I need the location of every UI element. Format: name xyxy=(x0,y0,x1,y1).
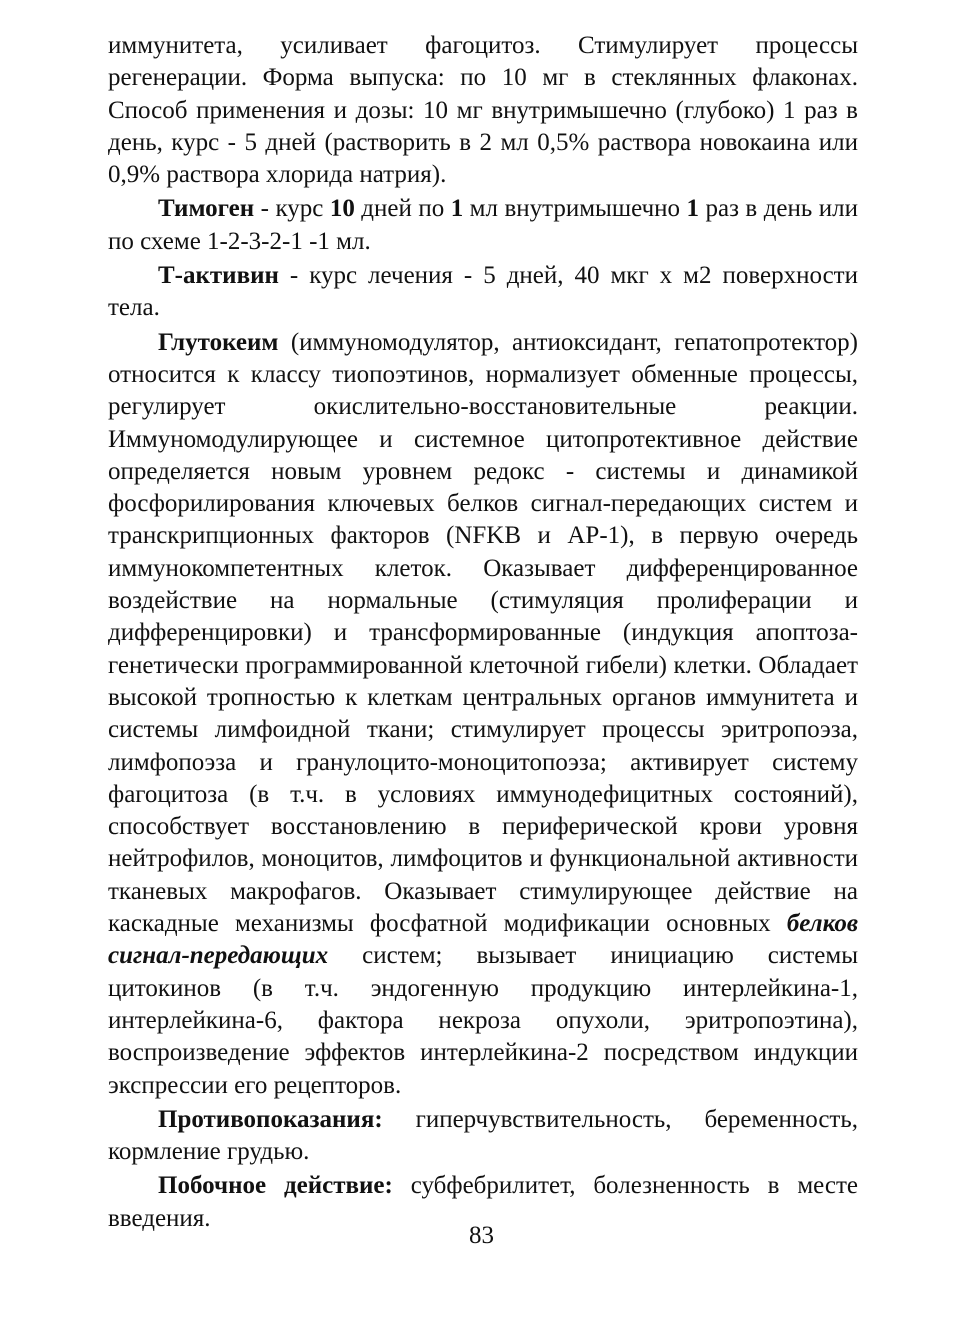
bold-number: 1 xyxy=(450,195,464,223)
paragraph-glutokeim xyxy=(108,327,858,1102)
paragraph-text: мл внутримышечно xyxy=(463,195,687,223)
emphasized-phrase: белков сигнал-передающих xyxy=(108,910,858,970)
term-contraindications: Противопоказания: xyxy=(158,1105,383,1133)
paragraph-text: - курс лечения - 5 дней, 40 мкг х м2 поверхности тела. xyxy=(108,262,858,322)
paragraph-text: - курс xyxy=(254,195,330,223)
paragraph-t-activin xyxy=(108,260,858,325)
term-side-effects: Побочное действие: xyxy=(158,1172,393,1200)
paragraph-text: иммунитета, усиливает фагоцитоз. Стимулирует процессы регенерации. Форма выпуска: по 10 мг в стеклянных флаконах. Способ применения и дозы: 10 мг внутримышечно (глубоко) 1 раз в день, курс - 5 дней (растворить в 2 мл 0,5% раствора новокаина или 0,9% раствора хлорида натрия). xyxy=(108,32,858,189)
paragraph-text: систем; вызывает инициацию системы цитокинов (в т.ч. эндогенную продукцию интерлейкина-1, интерлейкина-6, фактора некроза опухоли, эритропоэтина), воспроизведение эффектов интерлейкина-2 посредством индукции экспрессии его рецепторов. xyxy=(108,942,858,1099)
page-number: 83 xyxy=(469,1222,494,1249)
term-t-activin: Т-активин xyxy=(158,262,279,290)
paragraph-text: дней по xyxy=(354,195,451,223)
paragraph-continuation xyxy=(108,30,858,191)
paragraph-contraindications xyxy=(108,1104,858,1169)
paragraph-text: гиперчувствительность, беременность, кормление грудью. xyxy=(108,1105,858,1166)
document-page xyxy=(108,30,858,1237)
term-timogen: Тимоген xyxy=(158,195,255,223)
paragraph-timogen xyxy=(108,193,858,258)
paragraph-text: субфебрилитет, болезненность в месте введения. xyxy=(108,1172,859,1232)
paragraph-text: (иммуномодулятор, антиоксидант, гепатопротектор) относится к классу тиопоэтинов, нормализует обменные процессы, регулирует окислительно-восстановительные реакции. Иммуномодулирующее и системное цитопротективное действие определяется новым уровнем редокс - системы и динамикой фосфорилирования ключевых белков сигнал-передающих систем и транскрипционных факторов (NFKB и AP-1), в первую очередь иммунокомпетентных клеток. Оказывает дифференцированное воздействие на нормальные (стимуляция пролиферации и дифференцировки) и трансформированные (индукция апоптоза- генетически программированной клеточной гибели) клетки. Обладает высокой тропностью к клеткам центральных органов иммунитета и системы лимфоидной ткани; стимулирует процессы эритропоэза, лимфопоэза и гранулоцито-моноцитопоэза; активирует систему фагоцитоза (в т.ч. в условиях иммунодефицитных состояний), способствует восстановлению в периферической крови уровня нейтрофилов, моноцитов, лимфоцитов и функциональной активности тканевых макрофагов. Оказывает стимулирующее действие на каскадные механизмы фосфатной модификации основных xyxy=(108,328,858,938)
paragraph-text: раз в день или по схеме 1-2-3-2-1 -1 мл. xyxy=(108,195,859,255)
term-glutokeim: Глутокеим xyxy=(158,328,279,356)
bold-number: 10 xyxy=(329,195,355,223)
bold-number: 1 xyxy=(686,195,700,223)
